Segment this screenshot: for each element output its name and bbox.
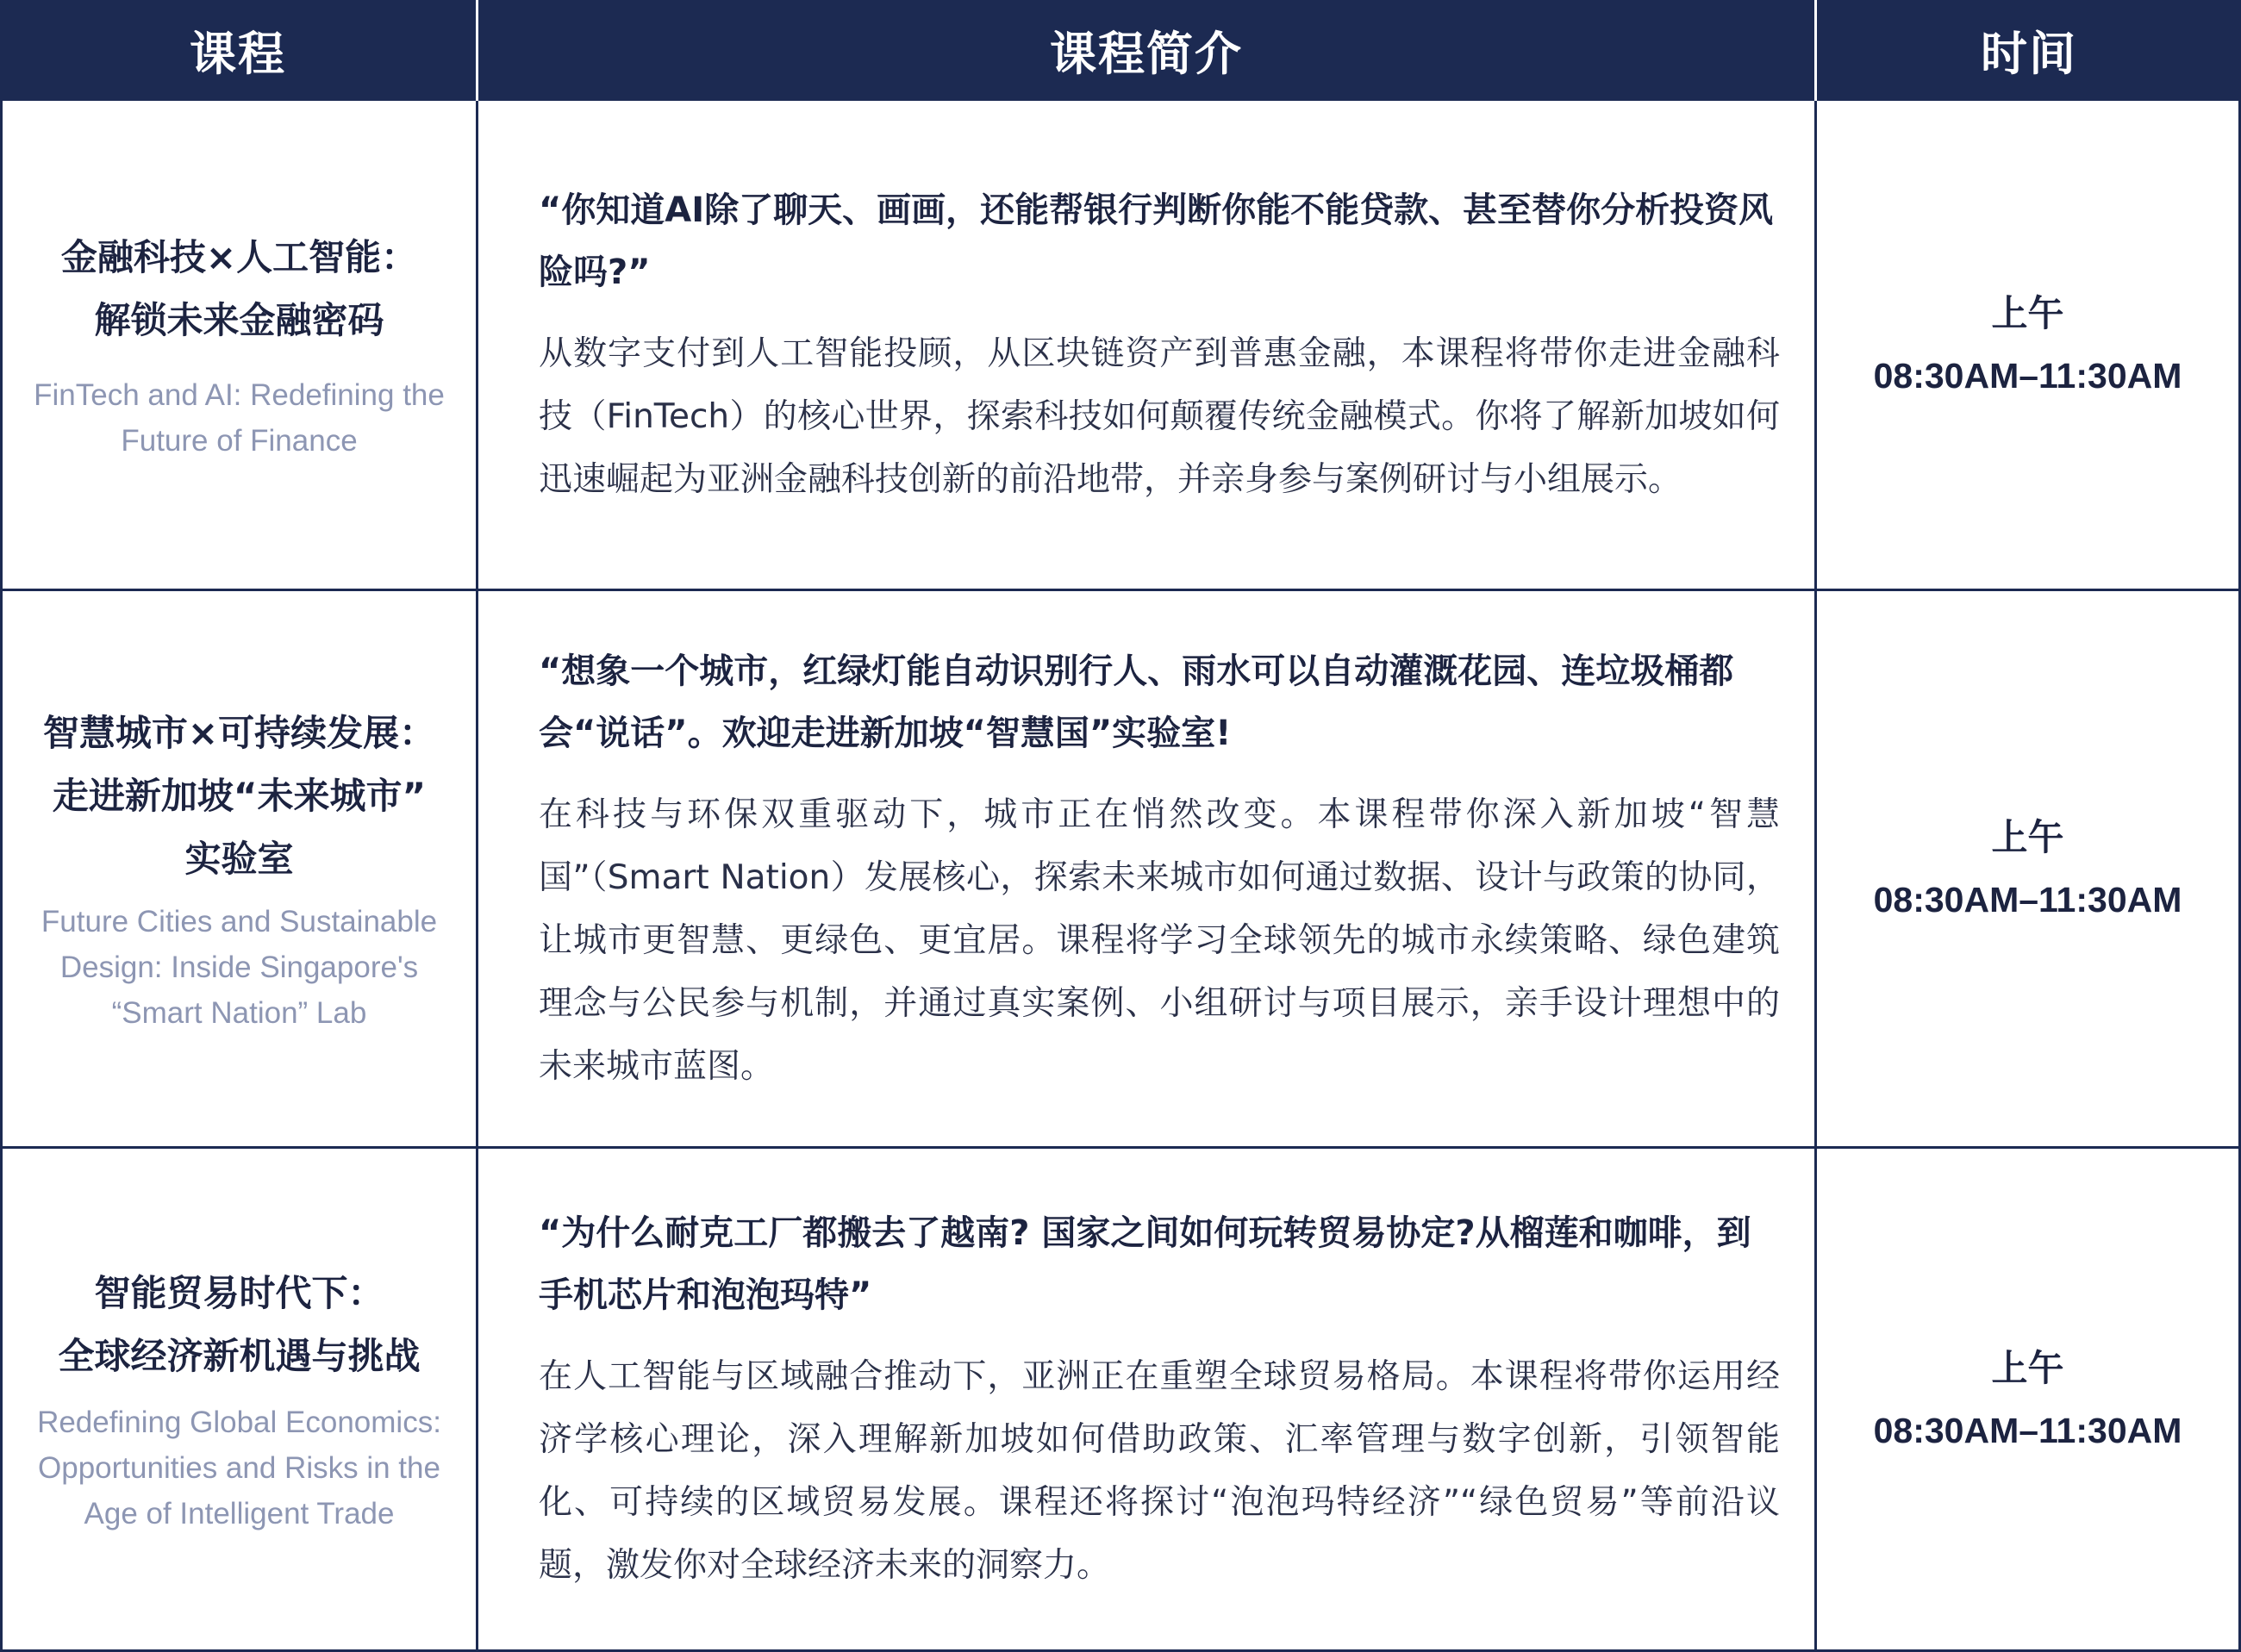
header-time: 时间 [1817, 0, 2241, 101]
desc-cell-smart-city [478, 591, 1817, 1149]
course-title-en: Redefining Global Economics: Opportunities and Risks in the Age of Intelligent Trade [37, 1406, 441, 1530]
course-cell-fintech [0, 101, 478, 591]
header-intro: 课程简介 [478, 0, 1817, 101]
time-cell-smart-city [1817, 591, 2241, 1149]
desc-cell-fintech [478, 101, 1817, 591]
time-cell-trade [1817, 1149, 2241, 1652]
course-quote: “想象一个城市，红绿灯能自动识别行人、雨水可以自动灌溉花园、连垃圾桶都会“说话”。欢迎走进新加坡“智慧国”实验室! [539, 651, 1734, 753]
course-cell-trade [0, 1149, 478, 1652]
course-title-zh-line: 智慧城市×可持续发展： [42, 712, 436, 754]
course-description: 在人工智能与区域融合推动下，亚洲正在重塑全球贸易格局。本课程将带你运用经济学核心理论，深入理解新加坡如何借助政策、汇率管理与数字创新，引领智能化、可持续的区域贸易发展。课程还将探讨“泡泡玛特经济”“绿色贸易”等前沿议题，激发你对全球经济未来的洞察力。 [539, 1356, 1780, 1585]
course-description: 从数字支付到人工智能投顾，从区块链资产到普惠金融，本课程将带你走进金融科技（FinTech）的核心世界，探索科技如何颠覆传统金融模式。你将了解新加坡如何迅速崛起为亚洲金融科技创新的前沿地带，并亲身参与案例研讨与小组展示。 [539, 334, 1780, 499]
time-cell-fintech [1817, 101, 2241, 591]
course-title-zh [61, 226, 417, 352]
course-title-zh [58, 1262, 420, 1387]
time-label: 上午 [1991, 292, 2064, 334]
course-title-zh [43, 701, 435, 890]
course-title-zh-line: 实验室 [184, 838, 294, 880]
course-title-zh-line: 走进新加坡“未来城市” [52, 775, 427, 817]
course-cell-smart-city [0, 591, 478, 1149]
time-range: 08:30AM–11:30AM [1873, 1410, 2182, 1450]
course-title-en: Future Cities and Sustainable Design: Inside Singapore's “Smart Nation” Lab [41, 905, 438, 1030]
desc-cell-trade [478, 1149, 1817, 1652]
course-title-en: FinTech and AI: Redefining the Future of Finance [34, 378, 445, 458]
course-quote: “你知道AI除了聊天、画画，还能帮银行判断你能不能贷款、甚至替你分析投资风险吗?” [539, 190, 1774, 292]
time-range: 08:30AM–11:30AM [1873, 880, 2182, 920]
course-title-zh-line: 金融科技×人工智能： [60, 236, 418, 278]
time-label: 上午 [1991, 1346, 2064, 1389]
course-title-zh-line: 解锁未来金融密码 [94, 299, 384, 341]
header-course: 课程 [0, 0, 478, 101]
course-title-zh-line: 全球经济新机遇与挑战 [58, 1335, 421, 1377]
course-title-zh-line: 智能贸易时代下： [94, 1272, 384, 1314]
time-label: 上午 [1991, 816, 2064, 858]
time-range: 08:30AM–11:30AM [1873, 356, 2182, 396]
course-description: 在科技与环保双重驱动下，城市正在悄然改变。本课程带你深入新加坡“智慧国”（Smart Nation）发展核心，探索未来城市如何通过数据、设计与政策的协同，让城市更智慧、更绿色、更宜居。课程将学习全球领先的城市永续策略、绿色建筑理念与公民参与机制，并通过真实案例、小组研讨与项目展示，亲手设计理想中的未来城市蓝图。 [539, 795, 1780, 1086]
course-quote: “为什么耐克工厂都搬去了越南? 国家之间如何玩转贸易协定?从榴莲和咖啡，到手机芯片和泡泡玛特” [539, 1213, 1751, 1315]
